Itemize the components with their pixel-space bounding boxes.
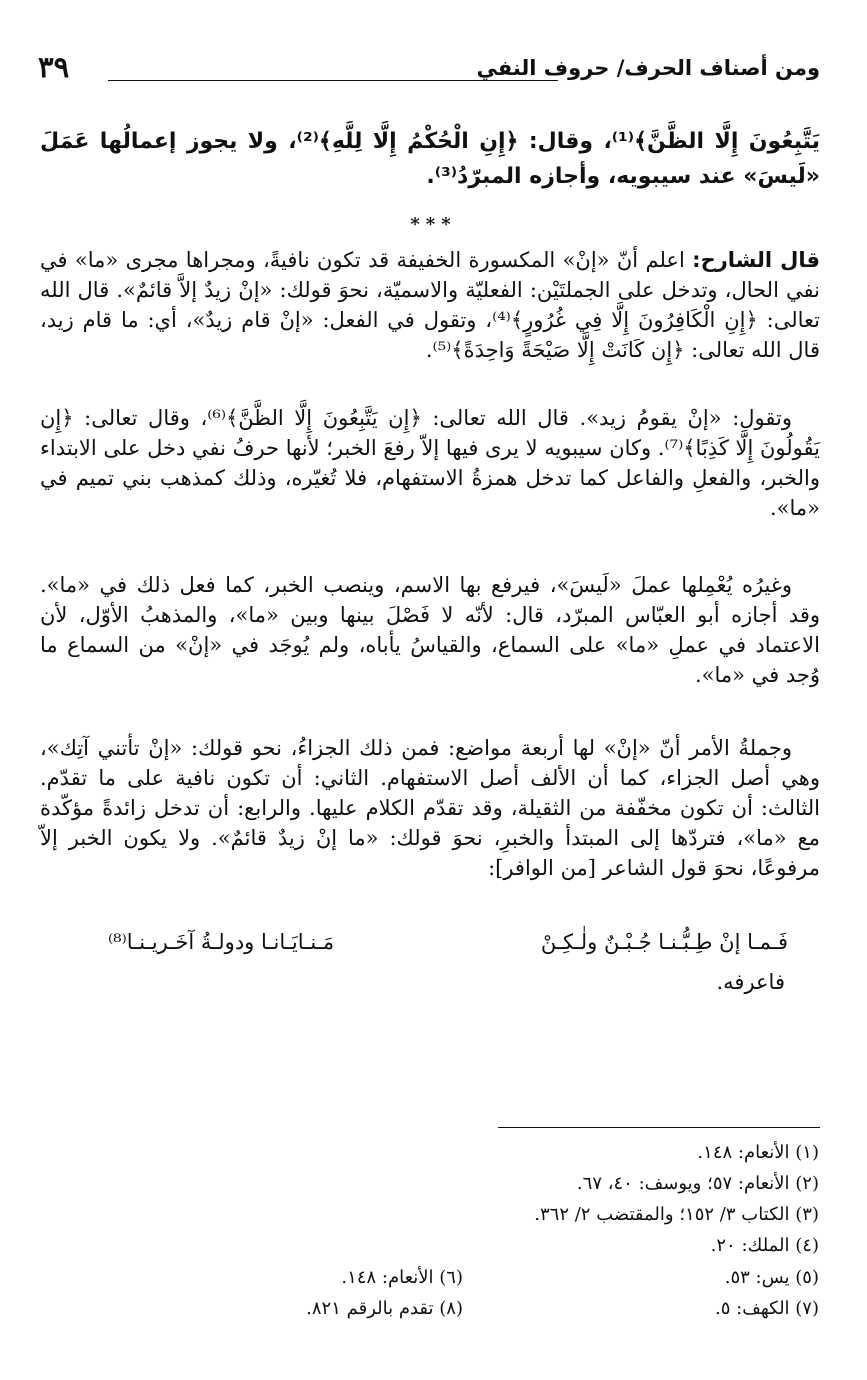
commentary-paragraph-1 <box>40 245 820 365</box>
footnote-rule <box>498 1127 820 1128</box>
footnote-1: (١) الأنعام: ١٤٨. <box>697 1142 819 1163</box>
closing-line: فاعرفه. <box>716 970 785 994</box>
paragraph-text: اعلم أنّ «إنْ» المكسورة الخفيفة قد تكون نافيةً، ومجراها مجرى «ما» في نفي الحال، وتدخل على الجملتَيْن: الفعليّة والاسميّة، نحوَ قولك: «إنْ زيدٌ إلاَّ قائمٌ». قال الله تعالى: ﴿إِنِ الْكَافِرُونَ إِلَّا فِي غُرُورٍ﴾⁽⁴⁾، وتقول في الفعل: «إنْ قام زيدٌ»، أي: ما قام زيد، قال الله تعالى: ﴿إِن كَانَتْ إِلَّا صَيْحَةً وَاحِدَةً﴾⁽⁵⁾. <box>40 248 821 362</box>
paragraph-text: وجملةُ الأمر أنّ «إنْ» لها أربعة مواضع: فمن ذلك الجزاءُ، نحو قولك: «إنْ تأتني آتِك»، وهي أصل الجزاء، كما أن الألف أصل الاستفهام. الثاني: أن تكون نافية على ما تقدّم. الثالث: أن تكون مخفّفة من الثقيلة، وقد تقدّم الكلام عليها. والرابع: أن تدخل زائدةً مؤكّدة مع «ما»، فتردّها إلى المبتدأ والخبرِ، نحوَ قولك: «ما إنْ زيدٌ قائمٌ». ولا يكون الخبر إلاّ مرفوعًا، نحوَ قول الشاعر [من الوافر]: <box>40 736 820 880</box>
footnote-6: (٦) الأنعام: ١٤٨. <box>341 1267 463 1288</box>
matn-paragraph <box>40 124 820 194</box>
footnote-2: (٢) الأنعام: ٥٧؛ ويوسف: ٤٠، ٦٧. <box>576 1173 819 1194</box>
matn-text: يَتَّبِعُونَ إِلَّا الظَّنَّ﴾⁽¹⁾، وقال: ﴿إِنِ الْحُكْمُ إِلَّا لِلَّهِ﴾⁽²⁾، ولا يجوز إعمالُها عَمَلَ «لَيسَ» عند سيبويه، وأجازه المبرّدُ⁽³⁾. <box>40 129 820 189</box>
footnote-3: (٣) الكتاب ٣/ ١٥٢؛ والمقتضب ٢/ ٣٦٢. <box>534 1204 819 1225</box>
header-rule <box>108 80 558 81</box>
commentator-label: قال الشارح: <box>692 248 820 272</box>
footnote-7: (٧) الكهف: ٥. <box>715 1298 819 1319</box>
footnote-4: (٤) الملك: ٢٠. <box>710 1235 819 1256</box>
commentary-paragraph-3 <box>40 570 820 690</box>
footnote-8: (٨) تقدم بالرقم ٨٢١. <box>306 1298 463 1319</box>
poetry-verse <box>108 930 788 962</box>
running-header <box>38 50 820 96</box>
chapter-title: ومن أصناف الحرف/ حروف النفي <box>476 56 820 80</box>
section-separator: *** <box>410 214 457 235</box>
paragraph-text: وغيرُه يُعْمِلها عملَ «لَيسَ»، فيرفع بها الاسم، وينصب الخبر، كما فعل ذلك في «ما». وقد أجازه أبو العبّاس المبرّد، قال: لأنّه لا فَصْلَ بينها وبين «ما»، والمذهبُ الأوّل، لأن الاعتماد في عملِ «ما» على السماع، والقياسُ يأباه، ولم يُوجَد في «إنْ» من السماع ما وُجد في «ما». <box>40 573 821 687</box>
footnote-5: (٥) يس: ٥٣. <box>724 1267 819 1288</box>
paragraph-text: وتقول: «إنْ يقومُ زيد». قال الله تعالى: ﴿إِن يَتَّبِعُونَ إِلَّا الظَّنَّ﴾⁽⁶⁾، وقال تعالى: ﴿إِن يَقُولُونَ إِلَّا كَذِبًا﴾⁽⁷⁾. وكان سيبويه لا يرى فيها إلاّ رفعَ الخبر؛ لأنها حرفُ نفي دخل على الابتداء والخبر، والفعلِ والفاعل كما تدخل همزةُ الاستفهام، فلا تُغيّره، وذلك كمذهب بني تميم في «ما». <box>40 406 820 520</box>
verse-second-hemistich: مَـنـايَـانـا ودولـةُ آخَـريـنـا⁽⁸⁾ <box>108 930 335 954</box>
page-number: ٣٩ <box>38 50 70 84</box>
verse-first-hemistich: فَـمـا إنْ طِـبُّـنـا جُـبْـنٌ ولٰـكِـنْ <box>540 930 788 954</box>
commentary-paragraph-2 <box>40 403 820 523</box>
commentary-paragraph-4 <box>40 733 820 883</box>
